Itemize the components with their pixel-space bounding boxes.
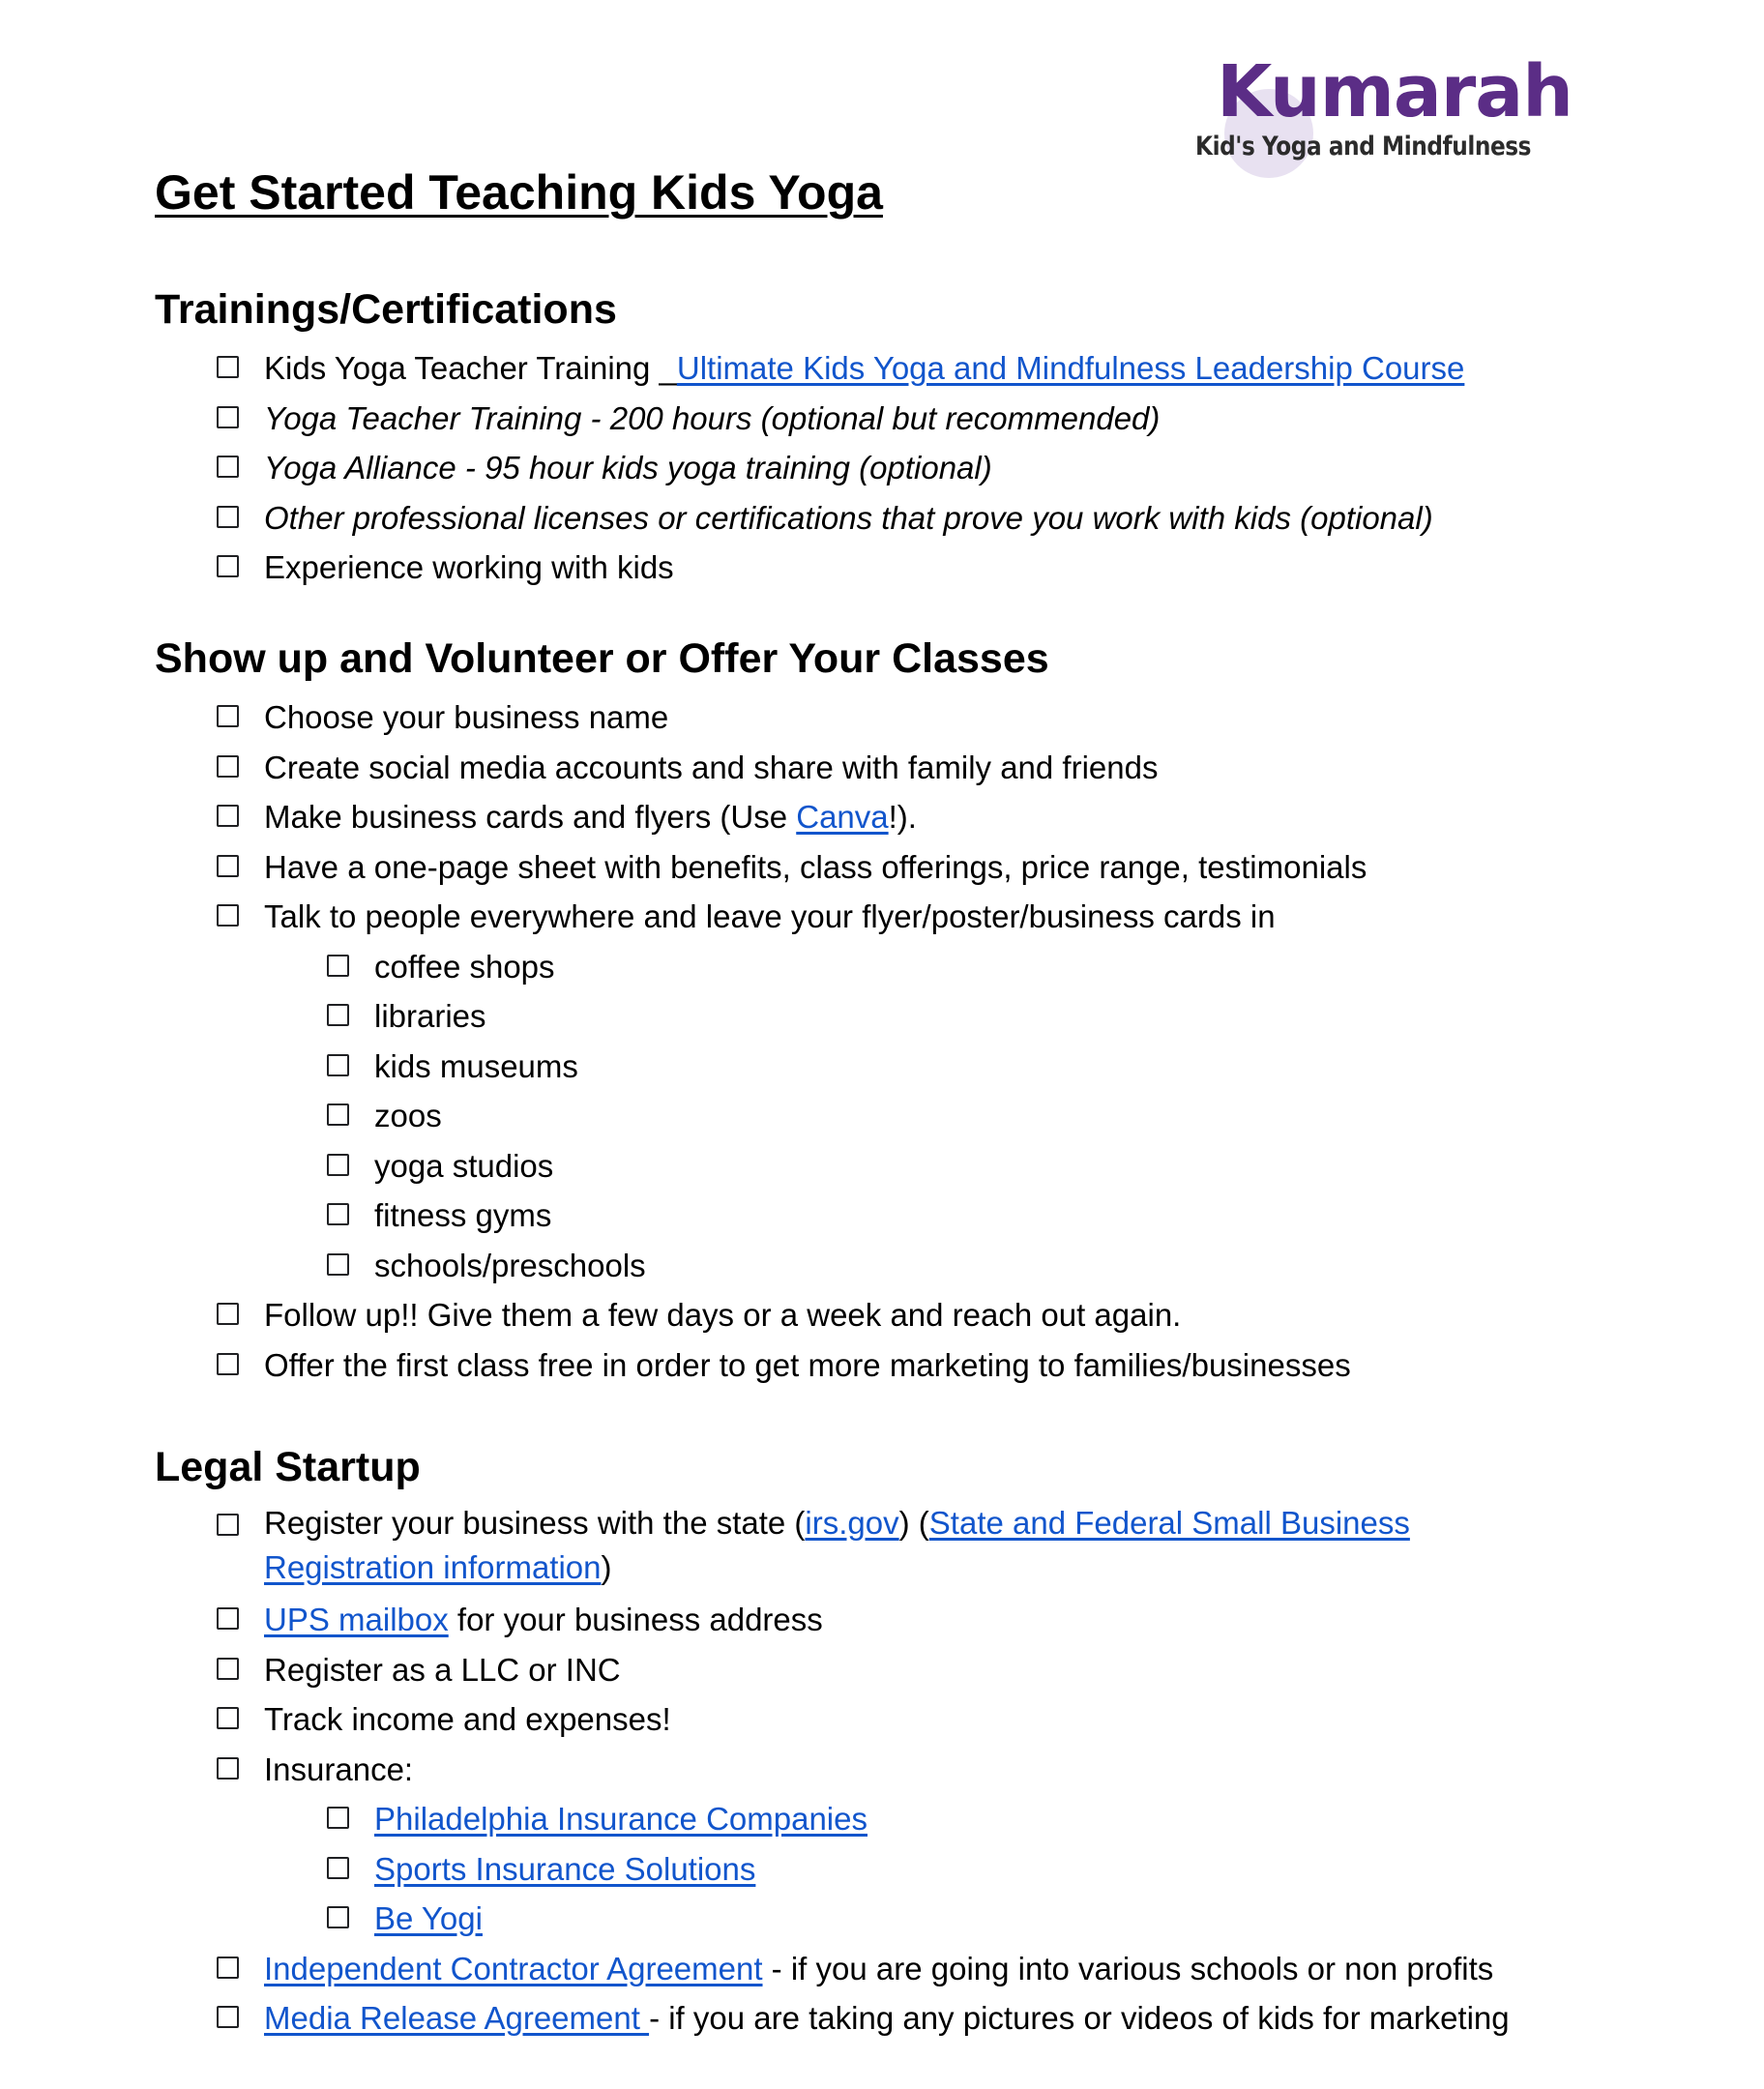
checkbox[interactable]: [327, 1004, 349, 1026]
contractor-agreement-link[interactable]: Independent Contractor Agreement: [264, 1950, 763, 1986]
checkbox[interactable]: [217, 2006, 239, 2028]
sub-list-item: schools/preschools: [0, 1241, 1764, 1291]
logo-brand: Kumarah: [1217, 50, 1573, 133]
media-release-link[interactable]: Media Release Agreement: [264, 2000, 650, 2036]
checkbox[interactable]: [217, 1707, 239, 1729]
checkbox[interactable]: [327, 955, 349, 977]
checkbox[interactable]: [217, 506, 239, 528]
sports-insurance-link[interactable]: Sports Insurance Solutions: [374, 1850, 756, 1887]
sub-list-item: fitness gyms: [0, 1191, 1764, 1241]
registration-info-link[interactable]: State and Federal Small Business Registration information: [264, 1505, 1410, 1585]
checkbox[interactable]: [327, 1253, 349, 1276]
checkbox[interactable]: [217, 1757, 239, 1780]
list-item: Register your business with the state (irs.gov) (State and Federal Small Business Registration information): [0, 1501, 1463, 1595]
sub-list-item: [0, 1794, 1764, 1844]
be-yogi-link[interactable]: Be Yogi: [374, 1900, 483, 1936]
list-item: UPS mailbox for your business address: [0, 1595, 1764, 1645]
list-item: Insurance:: [0, 1745, 1764, 1795]
checkbox[interactable]: [327, 1857, 349, 1879]
checklist-volunteer: [0, 692, 1764, 1390]
checkbox[interactable]: [217, 406, 239, 428]
list-item: Offer the first class free in order to get more marketing to families/businesses: [0, 1340, 1764, 1391]
checkbox[interactable]: [217, 705, 239, 727]
sub-list-item: yoga studios: [0, 1141, 1764, 1192]
list-item: Follow up!! Give them a few days or a week and reach out again.: [0, 1290, 1764, 1340]
list-item: Yoga Alliance - 95 hour kids yoga training (optional): [0, 443, 1764, 493]
sub-list-item: [0, 1844, 1764, 1895]
list-item: Create social media accounts and share with family and friends: [0, 743, 1764, 793]
section-heading-trainings: Trainings/Certifications: [155, 286, 617, 333]
checkbox[interactable]: [217, 855, 239, 877]
ups-mailbox-link[interactable]: UPS mailbox: [264, 1602, 449, 1637]
sub-list-item: libraries: [0, 991, 1764, 1042]
list-item: Track income and expenses!: [0, 1694, 1764, 1745]
checkbox[interactable]: [327, 1906, 349, 1928]
canva-link[interactable]: Canva: [796, 799, 889, 835]
checklist-trainings: [0, 343, 1764, 593]
checkbox[interactable]: [217, 805, 239, 827]
checkbox[interactable]: [217, 1353, 239, 1375]
list-item: Register as a LLC or INC: [0, 1645, 1764, 1695]
sub-list-item: [0, 1894, 1764, 1944]
logo-tagline: Kid's Yoga and Mindfulness: [1195, 132, 1532, 162]
list-item: Make business cards and flyers (Use Canva!).: [0, 792, 1764, 842]
checkbox[interactable]: [217, 1607, 239, 1630]
checkbox[interactable]: [327, 1154, 349, 1176]
checkbox[interactable]: [217, 356, 239, 378]
list-item: Have a one-page sheet with benefits, class offerings, price range, testimonials: [0, 842, 1764, 893]
checkbox[interactable]: [217, 1957, 239, 1979]
philadelphia-insurance-link[interactable]: Philadelphia Insurance Companies: [374, 1801, 867, 1837]
checkbox[interactable]: [217, 456, 239, 478]
checkbox[interactable]: [217, 555, 239, 577]
checkbox[interactable]: [217, 1303, 239, 1325]
checkbox[interactable]: [217, 904, 239, 927]
list-item: Other professional licenses or certifications that prove you work with kids (optional): [0, 493, 1764, 544]
list-item: Media Release Agreement - if you are taking any pictures or videos of kids for marketing: [0, 1993, 1764, 2044]
checkbox[interactable]: [327, 1054, 349, 1076]
irs-link[interactable]: irs.gov: [805, 1505, 899, 1541]
checkbox[interactable]: [327, 1103, 349, 1126]
checkbox[interactable]: [217, 1658, 239, 1680]
list-item: Independent Contractor Agreement - if you are going into various schools or non profits: [0, 1944, 1764, 1994]
checkbox[interactable]: [217, 755, 239, 778]
section-heading-volunteer: Show up and Volunteer or Offer Your Classes: [155, 635, 1049, 682]
list-item: Talk to people everywhere and leave your flyer/poster/business cards in: [0, 892, 1764, 942]
list-item: Kids Yoga Teacher Training _Ultimate Kids Yoga and Mindfulness Leadership Course: [0, 343, 1764, 394]
checkbox[interactable]: [327, 1807, 349, 1829]
sub-list-item: kids museums: [0, 1042, 1764, 1092]
leadership-course-link[interactable]: Ultimate Kids Yoga and Mindfulness Leadership Course: [676, 350, 1465, 386]
sub-list-item: zoos: [0, 1091, 1764, 1141]
kumarah-logo: [1195, 50, 1573, 170]
section-heading-legal: Legal Startup: [155, 1444, 421, 1490]
checkbox[interactable]: [327, 1203, 349, 1225]
list-item: Choose your business name: [0, 692, 1764, 743]
checkbox[interactable]: [217, 1514, 239, 1536]
sub-list-item: coffee shops: [0, 942, 1764, 992]
list-item: Yoga Teacher Training - 200 hours (optional but recommended): [0, 394, 1764, 444]
checklist-legal: [0, 1501, 1764, 2044]
page-title: Get Started Teaching Kids Yoga: [155, 165, 883, 220]
list-item: Experience working with kids: [0, 543, 1764, 593]
